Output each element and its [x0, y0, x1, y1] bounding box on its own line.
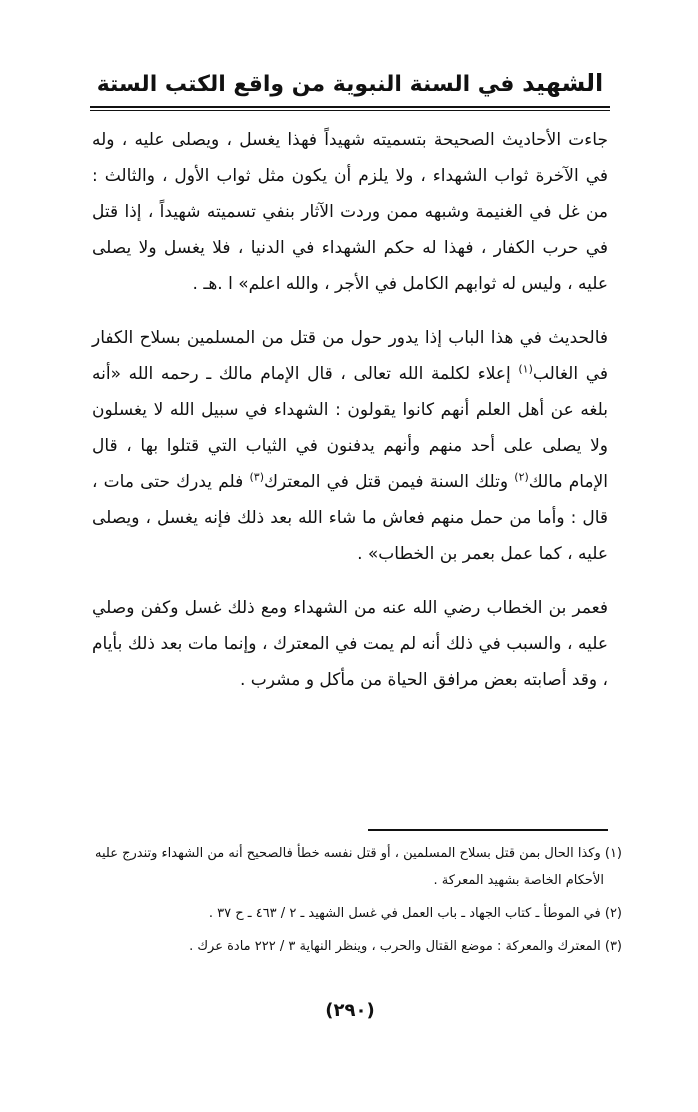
- paragraph-2: [92, 320, 608, 572]
- footnote-text: (٢) في الموطأ ـ كتاب الجهاد ـ باب العمل في غسل الشهيد ـ ٢ / ٤٦٣ ـ ح ٣٧ .: [208, 906, 622, 921]
- footnote-text: (١) وكذا الحال بمن قتل بسلاح المسلمين ، أو قتل نفسه خطأ فالصحيح أنه من الشهداء وتندرج عليه: [95, 846, 622, 861]
- text-line: أصابته بعض مرافق الحياة من مأكل و مشرب .: [239, 670, 567, 690]
- footnote-ref-1[interactable]: (١): [518, 362, 533, 376]
- text-line: فعمر بن الخطاب رضي الله عنه من الشهداء ومع ذلك غسل وكفن وصلي: [92, 598, 608, 618]
- text-line: فالحديث في هذا الباب إذا يدور حول من قتل من المسلمين بسلاح الكفار: [92, 328, 608, 348]
- paragraph-1: [92, 122, 608, 302]
- footnote-separator: [368, 829, 608, 831]
- header-title-highlight: الشهيد: [522, 69, 604, 97]
- main-text: [92, 122, 608, 698]
- text-line: منهم فعاش ما شاء الله بعد ذلك فإنه يغسل ، ويصلى عليه ، كما عمل بعمر بن: [92, 508, 608, 564]
- footnotes: [92, 840, 622, 966]
- running-header: [90, 66, 610, 104]
- header-rule: [90, 106, 610, 108]
- footnote-ref-3[interactable]: (٣): [249, 470, 264, 484]
- header-title-rest: في السنة النبوية من واقع الكتب الستة: [96, 72, 523, 97]
- page-number: (٢٩٠): [325, 1000, 375, 1021]
- text-line: ثوابهم الكامل في الأجر ، والله اعلم» ا .هـ .: [192, 274, 497, 294]
- footnote-text-cont: الأحكام الخاصة بشهيد المعركة .: [433, 873, 604, 888]
- text-line: وتلك السنة فيمن قتل في المعترك: [264, 472, 509, 492]
- text-line: في الغالب: [532, 364, 608, 384]
- text-line: على أحد منهم وأنهم يدفنون في الثياب التي قتلوا بها ، قال الإمام مالك: [92, 436, 608, 492]
- footnote-text: (٣) المعترك والمعركة : موضع القتال والحرب ، وينظر النهاية ٣ / ٢٢٢ مادة عرك .: [189, 939, 622, 954]
- text-line: الآخرة ثواب الشهداء ، ولا يلزم أن يكون مثل ثواب الأول ، والثالث : من غل: [92, 166, 608, 222]
- header-rule-thin: [90, 110, 610, 111]
- footnote-ref-2[interactable]: (٢): [514, 470, 529, 484]
- text-line: عليه ، والسبب في ذلك أنه لم يمت في المعترك ، وإنما مات بعد ذلك بأيام ، وقد: [92, 634, 608, 690]
- text-line: في الغنيمة وشبهه ممن وردت الآثار بنفي تسميته شهيداً ، إذا قتل في حرب: [92, 202, 609, 258]
- paragraph-3: [92, 590, 608, 698]
- footnote-2: [92, 900, 622, 927]
- text-line: عن أهل العلم أنهم كانوا يقولون : الشهداء في سبيل الله لا يغسلون ولا يصلى: [92, 400, 608, 456]
- text-line: الكفار ، فهذا له حكم الشهداء في الدنيا ، فلا يغسل ولا يصلى عليه ، وليس له: [92, 238, 608, 294]
- text-line: فلم يدرك حتى مات ، قال : وأما من حمل: [92, 472, 608, 528]
- text-line: جاءت الأحاديث الصحيحة بتسميته شهيداً فهذا يغسل ، ويصلى عليه ، وله في: [92, 130, 609, 186]
- footnote-1: [92, 840, 622, 894]
- text-line: إعلاء لكلمة الله تعالى ، قال الإمام مالك ـ رحمه الله «أنه بلغه: [92, 364, 608, 420]
- text-line: الخطاب» .: [357, 544, 435, 564]
- footnote-3: [92, 933, 622, 960]
